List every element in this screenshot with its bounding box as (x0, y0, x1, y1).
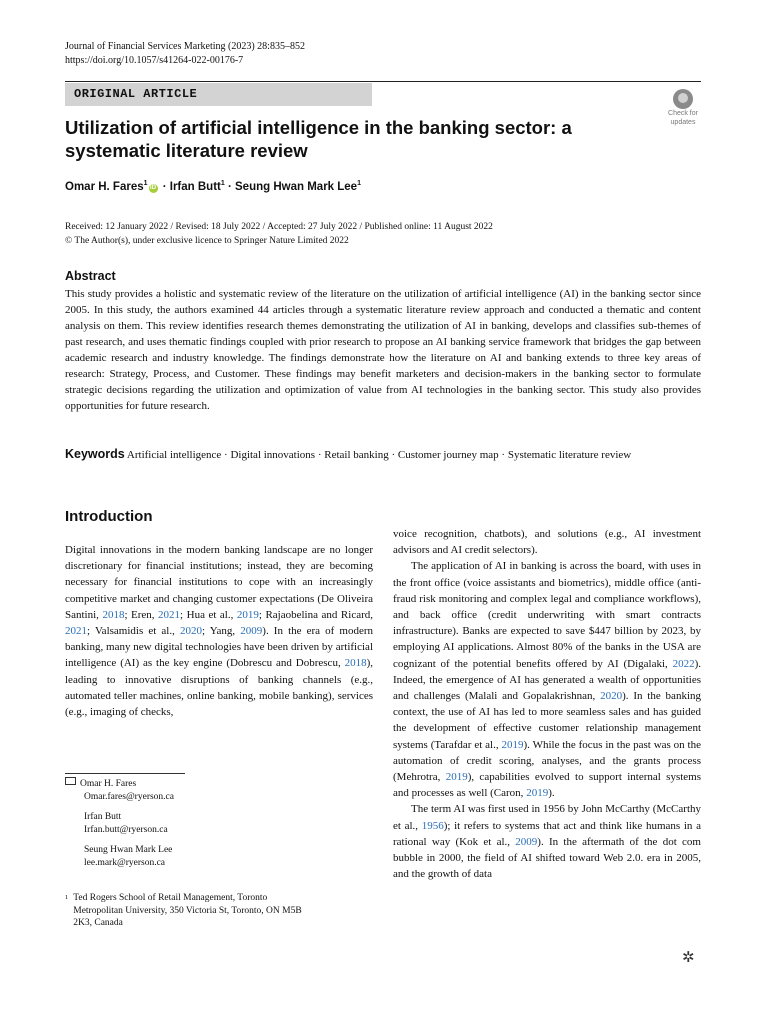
body-text-run: ). (548, 787, 555, 800)
introduction-heading: Introduction (65, 508, 153, 525)
body-text-run: ; Eren, (124, 608, 159, 621)
publication-dates (65, 220, 493, 248)
body-text-run: ), capabilities evolved to support internal systems and processes as well (Caron, (393, 771, 701, 800)
author-name[interactable]: Omar H. Fares (65, 180, 144, 193)
author-name[interactable]: Irfan Butt (169, 180, 221, 193)
journal-citation: Journal of Financial Services Marketing (2023) 28:835–852 (65, 41, 305, 52)
citation-year-link[interactable]: 2021 (158, 608, 181, 621)
author-contact-name: Irfan Butt (84, 812, 122, 823)
body-text-run: ; Yang, (201, 625, 241, 638)
author-email[interactable]: lee.mark@ryerson.ca (84, 857, 166, 868)
body-text-run: The application of AI in banking is across the board, with uses in the front office (voice assistants and biometrics), middle office (anti-fraud risk monitoring and complex legal and compliance workflows), and back office (credit underwriting with smart contracts infrastructure). Banks are expected to save $447 billion by 2023, by employing AI applications. Almost 80% of the banks in the USA are cognizant of the potential benefits offered by AI (Digalaki, (393, 560, 701, 670)
citation-year-link[interactable]: 1956 (421, 819, 444, 832)
abstract-text: This study provides a holistic and systematic review of the literature on the utilization of artificial intelligence (AI) in the banking sector since 2005. In this study, the authors examined 44 articles through a systematic literature review approach and conducted a thematic and content analysis on them. This review identifies research themes demonstrating the utilization of AI in banking, develops and classifies sub-themes of past research, and uses thematic findings coupled with prior research to propose an AI banking service framework that bridges the gap between academic research and industry knowledge. The findings demonstrate how the literature on AI and banking extends to three key areas of research: Strategy, Process, and Customer. These findings may benefit marketers and decision-makers in the banking sector to formulate strategic decisions regarding the utilization and optimization of value from AI technologies in the banking sector. This study also provides opportunities for future research. (65, 288, 701, 412)
springer-logo-icon: ✲ (682, 950, 695, 966)
abstract-heading: Abstract (65, 269, 116, 283)
orcid-icon[interactable]: iD (150, 184, 157, 191)
check-updates-icon (673, 89, 693, 109)
citation-year-link[interactable]: 2020 (600, 690, 623, 703)
body-text-run: ); it refers to systems that act and think like humans in a rational way (Kok et al., (393, 819, 701, 848)
body-text-run: ; Rajaobelina and Ricard, (258, 608, 373, 621)
body-text-run: The term AI was first used in 1956 by John McCarthy (McCarthy et al., (393, 803, 701, 832)
keywords-label: Keywords (65, 447, 125, 461)
envelope-icon (65, 777, 76, 785)
body-text-run: ). In the aftermath of the dot com bubble in 2000, the field of AI shifted toward Web 2.0. era in 2005, and the growth of data (393, 835, 701, 881)
citation-year-link[interactable]: 2009 (515, 835, 538, 848)
body-column-right (393, 526, 701, 882)
citation-year-link[interactable]: 2018 (102, 608, 125, 621)
body-text-run: ; Valsamidis et al., (87, 625, 180, 638)
body-text-run: ). In the era of modern banking, many new digital technologies have been driven by artificial intelligence (AI) as the key engine (Dobrescu and Dobrescu, (65, 625, 374, 670)
citation-year-link[interactable]: 2020 (179, 625, 202, 638)
author-contact-name: Omar H. Fares (80, 779, 137, 789)
affiliation-marker: 1 (357, 180, 361, 187)
correspondence-block (65, 777, 176, 870)
citation-year-link[interactable]: 2009 (240, 625, 263, 638)
author-email[interactable]: Omar.fares@ryerson.ca (84, 791, 174, 802)
citation-year-link[interactable]: 2019 (526, 787, 549, 800)
footnote-rule (65, 773, 185, 774)
affiliation-marker: 1 (143, 180, 148, 187)
body-text-run: ). Indeed, the emergence of AI has generated a wealth of opportunities and challenges (Malali and Gopalakrishnan, (393, 657, 701, 703)
body-text-run: ; Hua et al., (180, 608, 237, 621)
affiliation-text: Ted Rogers School of Retail Management, Toronto Metropolitan University, 350 Victoria St, Toronto, ON M5B 2K3, Canada (73, 893, 302, 929)
author-email[interactable]: Irfan.butt@ryerson.ca (84, 824, 168, 835)
citation-year-link[interactable]: 2019 (445, 771, 468, 784)
body-text-run: Digital innovations in the modern banking landscape are no longer discretionary for financial institutions; instead, they are becoming necessary for financial institutions to cope with an increasingly competitive market and changing customer expectations (De Oliveira Santini, (65, 544, 373, 621)
author-contact-name: Seung Hwan Mark Lee (84, 845, 173, 856)
citation-year-link[interactable]: 2022 (672, 657, 695, 670)
body-paragraph (393, 801, 701, 882)
body-paragraph (393, 558, 701, 801)
citation-year-link[interactable]: 2019 (236, 608, 259, 621)
keywords (65, 446, 685, 463)
author-separator: · (159, 180, 170, 193)
body-text-run: voice recognition, chatbots), and solutions (e.g., AI investment advisors and AI credit selectors). (393, 528, 701, 557)
article-type-banner: ORIGINAL ARTICLE (65, 83, 372, 106)
author-separator: · (224, 180, 236, 193)
journal-header (65, 40, 305, 68)
check-updates-label-2: updates (670, 119, 696, 126)
article-title: Utilization of artificial intelligence in the banking sector: a systematic literature review (65, 117, 572, 161)
check-for-updates-badge[interactable] (664, 89, 702, 127)
body-column-left (65, 542, 373, 720)
citation-year-link[interactable]: 2021 (65, 625, 87, 638)
body-paragraph (393, 526, 701, 558)
author-list (65, 180, 361, 193)
affiliation-footnote (65, 892, 325, 930)
copyright-notice: © The Author(s), under exclusive licence to Springer Nature Limited 2022 (65, 236, 349, 246)
article-history: Received: 12 January 2022 / Revised: 18 July 2022 / Accepted: 27 July 2022 / Published online: 11 August 2022 (65, 222, 493, 232)
affiliation-marker: 1 (220, 180, 225, 187)
keywords-list: Artificial intelligence · Digital innovations · Retail banking · Customer journey map · Systematic literature review (126, 449, 632, 461)
citation-year-link[interactable]: 2018 (344, 657, 367, 670)
body-text-run: ). While the focus in the past was on the automation of credit scoring, analyses, and the grants process (Mehrotra, (393, 738, 701, 784)
check-updates-label-1: Check for (668, 110, 698, 117)
affiliation-number: 1 (65, 894, 69, 901)
body-text-run: ), leading to innovative disruptions of banking channels (e.g., automated teller machines, online banking, mobile banking), services (e.g., imaging of checks, (65, 657, 373, 719)
doi-link[interactable]: https://doi.org/10.1057/s41264-022-00176-7 (65, 55, 244, 66)
body-text-run: ). In the banking context, the use of AI has led to more seamless sales and has guided the development of effective customer relationship management systems (Tarafdar et al., (393, 690, 701, 751)
citation-year-link[interactable]: 2019 (501, 738, 524, 751)
author-name[interactable]: Seung Hwan Mark Lee (235, 180, 358, 193)
header-rule (65, 81, 701, 82)
